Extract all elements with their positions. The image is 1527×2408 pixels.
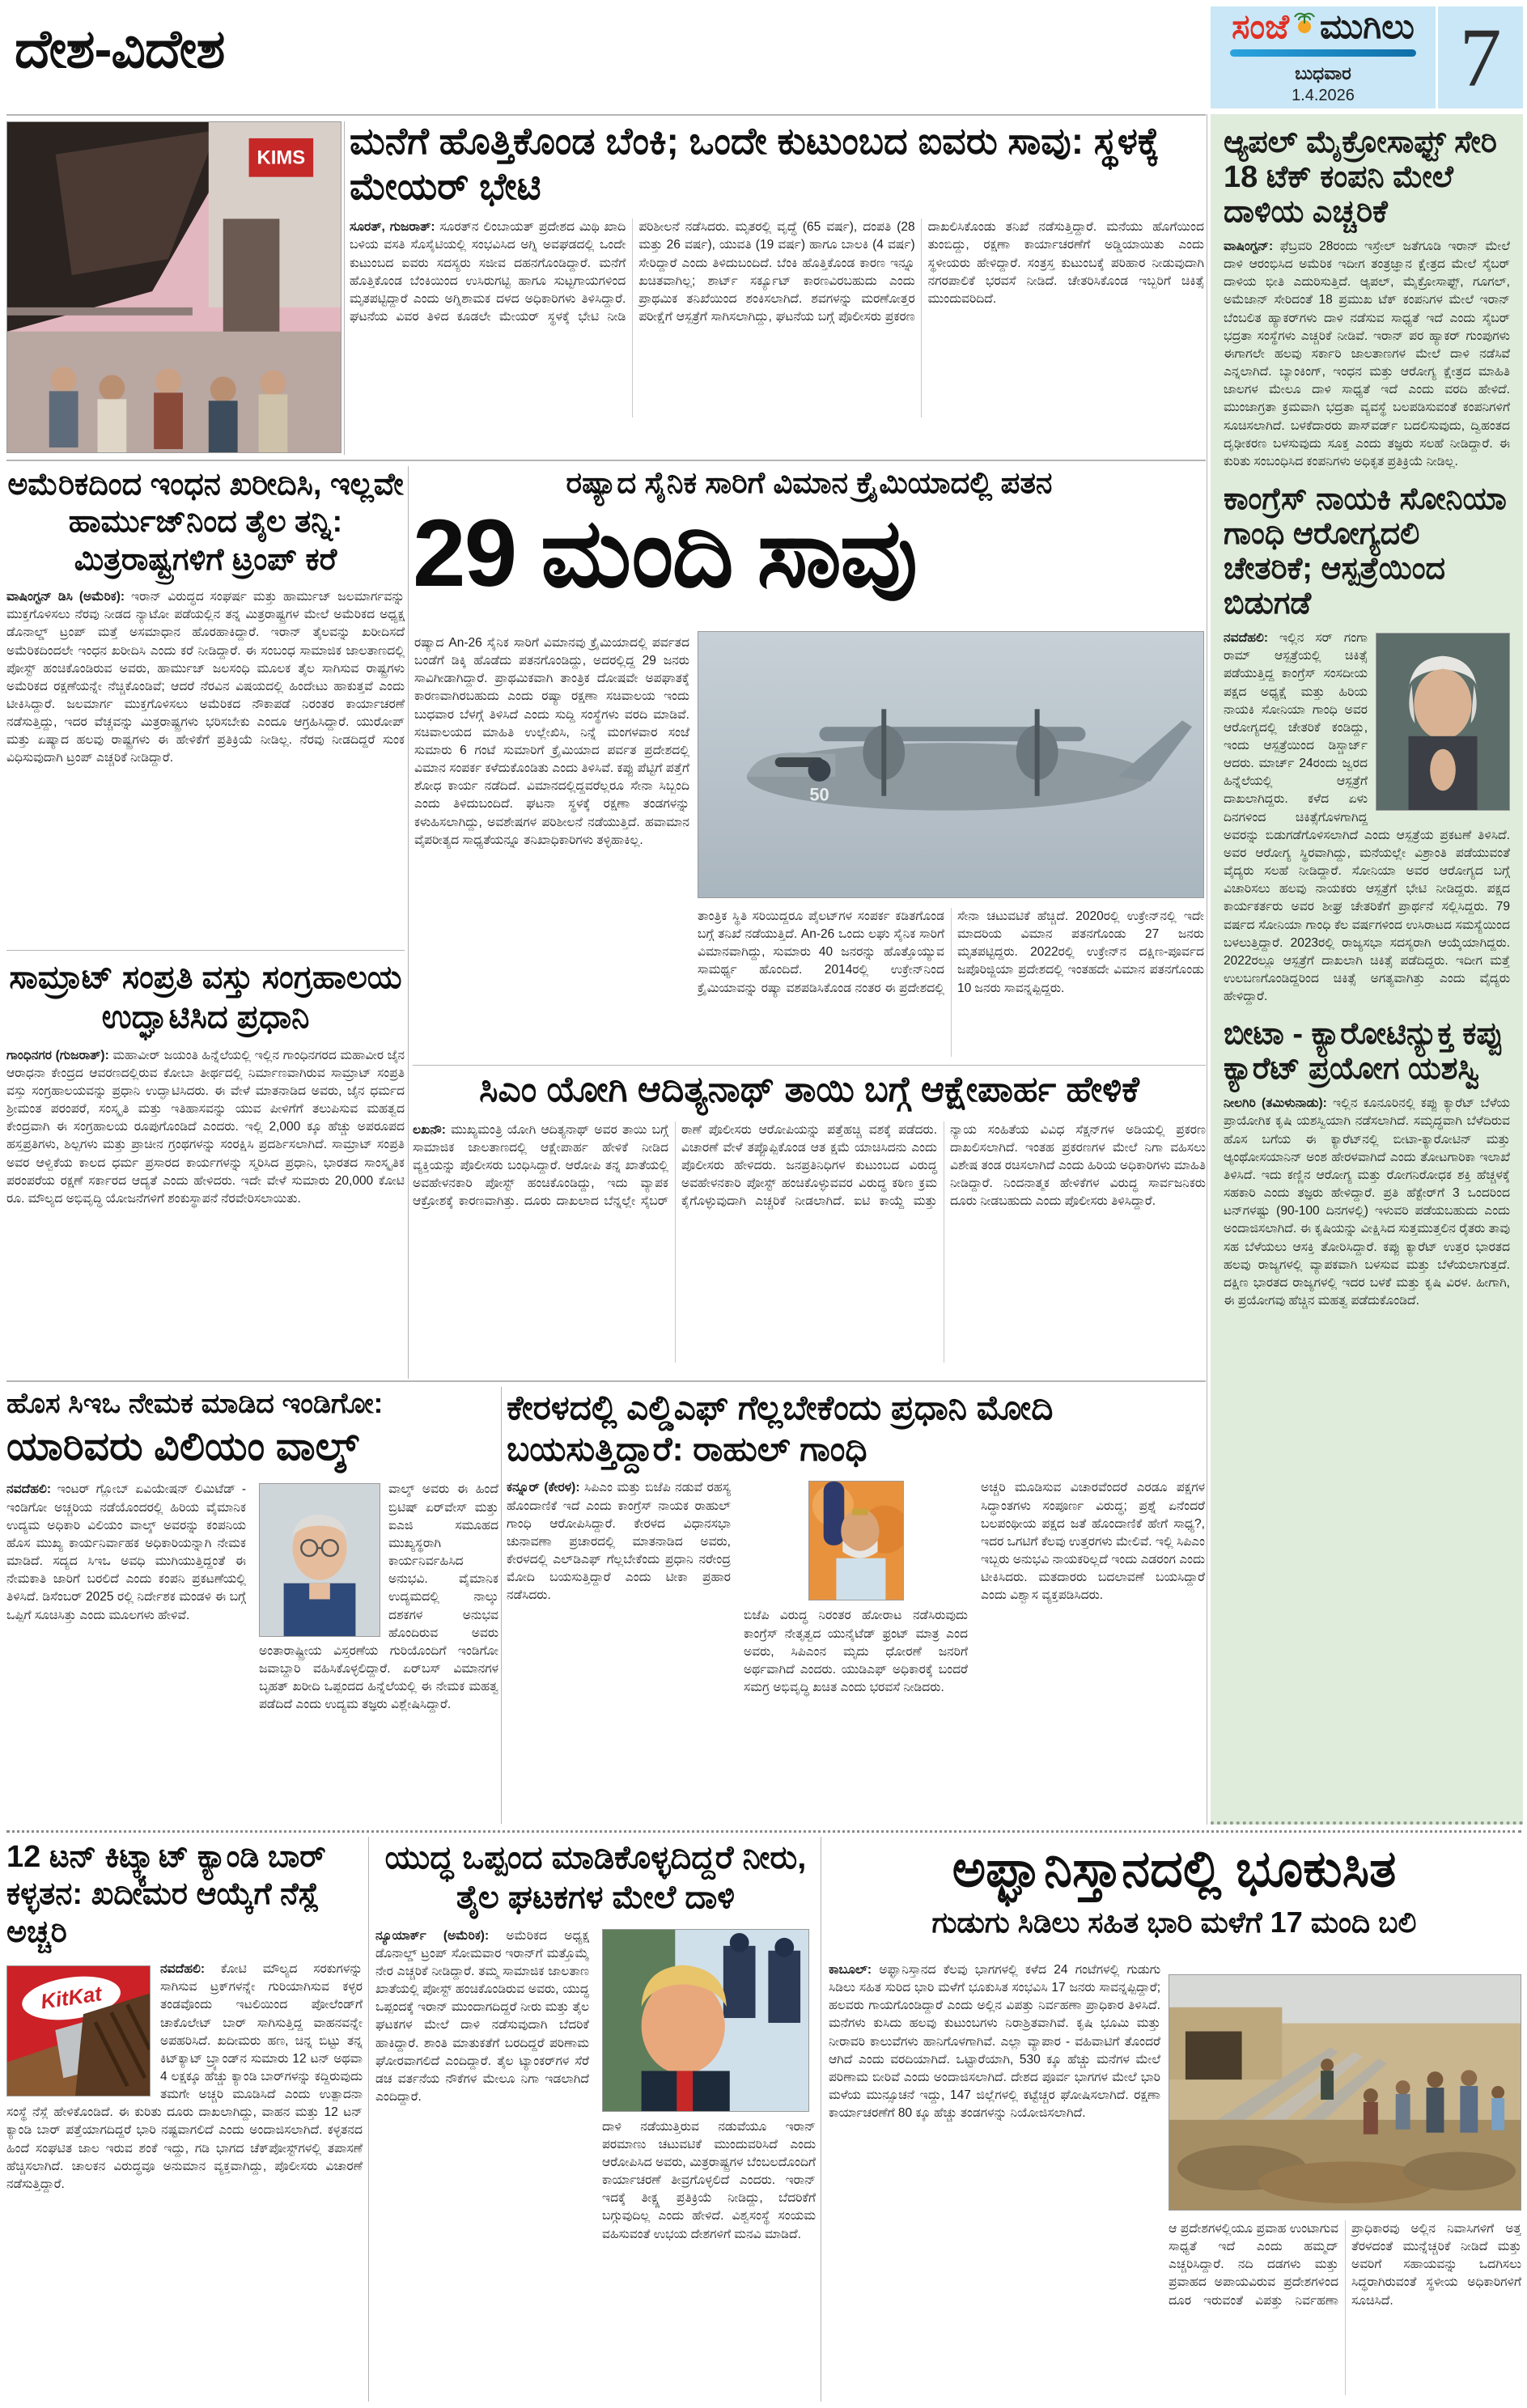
body-text: ಫೆಬ್ರವರಿ 28ರಂದು ಇಸ್ರೇಲ್ ಜತೆಗೂಡಿ ಇರಾನ್ ಮೇಲೆ ದಾಳಿ ಆರಂಭಿಸಿದ ಅಮೆರಿಕ ಇದೀಗ ತಂತ್ರಜ್ಞಾನ ಕ್ಷೇತ್ರದ ಮೇಲೆ ಸೈಬರ್ ದಾಳಿಯ ಭೀತಿ ಎದುರಿಸುತ್ತಿದೆ. ಆ್ಯಪಲ್, ಮೈಕ್ರೋಸಾಫ್ಟ್, ಗೂಗಲ್, ಅಮೆಜಾನ್ ಸೇರಿದಂತೆ 18 ಪ್ರಮುಖ ಟೆಕ್ ಕಂಪನಿಗಳ ಮೇಲೆ ಇರಾನ್ ಬೆಂಬಲಿತ ಹ್ಯಾಕರ್‌ಗಳು ದಾಳಿ ನಡೆಸುವ ಸಾಧ್ಯತೆ ಇದೆ ಎಂದು ಸೈಬರ್ ಭದ್ರತಾ ಸಂಸ್ಥೆಗಳು ಎಚ್ಚರಿಕೆ ನೀಡಿವೆ. ಇರಾನ್ ಪರ ಹ್ಯಾಕರ್ ಗುಂಪುಗಳು ಈಗಾಗಲೇ ಹಲವು ಸರ್ಕಾರಿ ಜಾಲತಾಣಗಳ ಮೇಲೆ ದಾಳಿ ನಡೆಸಿವೆ ಎನ್ನಲಾಗಿದೆ. ಬ್ಯಾಂಕಿಂಗ್, ಇಂಧನ ಮತ್ತು ಆರೋಗ್ಯ ಕ್ಷೇತ್ರದ ಮಾಹಿತಿ ಜಾಲಗಳ ಮೇಲೂ ದಾಳಿ ಸಾಧ್ಯತೆ ಇದೆ ಎಂದು ವರದಿ ಹೇಳಿದೆ. ಮುಂಜಾಗ್ರತಾ ಕ್ರಮವಾಗಿ ಭದ್ರತಾ ವ್ಯವಸ್ಥೆ ಬಲಪಡಿಸುವಂತೆ ಕಂಪನಿಗಳಿಗೆ ಸೂಚಿಸಲಾಗಿದೆ. ಬಳಕೆದಾರರು ಪಾಸ್‌ವರ್ಡ್ ಬದಲಿಸುವುದು, ದ್ವಿಹಂತದ ದೃಢೀಕರಣ ಬಳಸುವುದು ಸೂಕ್ತ ಎಂದು ತಜ್ಞರು ಸಲಹೆ ನೀಡಿದ್ದಾರೆ. ಈ ಕುರಿತು ಸಂಬಂಧಿಸಿದ ಕಂಪನಿಗಳು ಅಧಿಕೃತ ಪ್ರತಿಕ್ರಿಯೆ ನೀಡಿಲ್ಲ. [1224,240,1510,468]
page-title: ದೇಶ-ವಿದೇಶ [15,19,225,78]
fire-house-illustration [7,122,341,452]
story-headline: ಕಾಂಗ್ರೆಸ್ ನಾಯಕಿ ಸೋನಿಯಾ ಗಾಂಧಿ ಆರೋಗ್ಯದಲಿ ಚೇತರಿಕೆ; ಆಸ್ಪತ್ರೆಯಿಂದ ಬಿಡುಗಡೆ [1224,482,1507,621]
column-rule [344,121,345,455]
body-text: ದಾಳಿ ನಡೆಯುತ್ತಿರುವ ನಡುವೆಯೂ ಇರಾನ್ ಪರಮಾಣು ಚಟುವಟಿಕೆ ಮುಂದುವರಿಸಿದೆ ಎಂದು ಆರೋಪಿಸಿದ ಅವರು, ಮಿತ್ರರಾಷ್ಟ್ರಗಳ ಬೆಂಬಲದೊಂದಿಗೆ ಕಾರ್ಯಾಚರಣೆ ತೀವ್ರಗೊಳ್ಳಲಿದೆ ಎಂದರು. ಇರಾನ್ ಇದಕ್ಕೆ ತೀಕ್ಷ್ಣ ಪ್ರತಿಕ್ರಿಯೆ ನೀಡಿದ್ದು, ಬೆದರಿಕೆಗೆ ಬಗ್ಗುವುದಿಲ್ಲ ಎಂದು ಹೇಳಿದೆ. ವಿಶ್ವಸಂಸ್ಥೆ ಸಂಯಮ ವಹಿಸುವಂತೆ ಉಭಯ ದೇಶಗಳಿಗೆ ಮನವಿ ಮಾಡಿದೆ. [602,2119,816,2241]
column-rule [501,1387,502,1824]
modi-portrait-illustration [809,1482,903,1600]
story-headline: ಯುದ್ಧ ಒಪ್ಪಂದ ಮಾಡಿಕೊಳ್ಳದಿದ್ದರೆ ನೀರು, ತೈಲ ಘಟಕಗಳ ಮೇಲೆ ದಾಳಿ [384,1840,807,1915]
story-kicker: ರಷ್ಯಾದ ಸೈನಿಕ ಸಾರಿಗೆ ವಿಮಾನ ಕ್ರೈಮಿಯಾದಲ್ಲಿ ಪತನ [566,466,1053,499]
dateline: ಲಖನೌ: [413,1122,446,1137]
story-black-carrot [1224,1017,1510,1310]
masthead-name [1232,7,1415,45]
story-headline: ಆ್ಯಪಲ್ ಮೈಕ್ರೋಸಾಫ್ಟ್ ಸೇರಿ 18 ಟೆಕ್ ಕಂಪನಿ ಮೇಲೆ ದಾಳಿಯ ಎಚ್ಚರಿಕೆ [1224,125,1497,229]
dateline: ವಾಷಿಂಗ್ಟನ್: [1224,240,1274,253]
story-headline: ಅಫ್ಘಾನಿಸ್ತಾನದಲ್ಲಿ ಭೂಕುಸಿತ [952,1841,1397,1897]
story-sonia-gandhi [1224,482,1510,1006]
story-headline: ಸಾಮ್ರಾಟ್ ಸಂಪ್ರತಿ ವಸ್ತು ಸಂಗ್ರಹಾಲಯ ಉದ್ಘಾಟಿಸಿದ ಪ್ರಧಾನಿ [9,960,402,1035]
page-number: 7 [1459,11,1502,104]
dateline: ಗಾಂಧಿನಗರ (ಗುಜರಾತ್): [6,1048,109,1062]
body-text: ಮುಖ್ಯಮಂತ್ರಿ ಯೋಗಿ ಆದಿತ್ಯನಾಥ್ ಅವರ ತಾಯಿ ಬಗ್ಗೆ ಸಾಮಾಜಿಕ ಜಾಲತಾಣದಲ್ಲಿ ಆಕ್ಷೇಪಾರ್ಹ ಹೇಳಿಕೆ ನೀಡಿದ ವ್ಯಕ್ತಿಯನ್ನು ಪೊಲೀಸರು ಬಂಧಿಸಿದ್ದಾರೆ. ಆರೋಪಿ ತನ್ನ ಖಾತೆಯಲ್ಲಿ ಅವಹೇಳನಕಾರಿ ಪೋಸ್ಟ್ ಹಂಚಿಕೊಂಡಿದ್ದು, ಇದು ವ್ಯಾಪಕ ಆಕ್ರೋಶಕ್ಕೆ ಕಾರಣವಾಗಿತ್ತು. ದೂರು ದಾಖಲಾದ ಬೆನ್ನಲ್ಲೇ ಸೈಬರ್ ಠಾಣೆ ಪೊಲೀಸರು ಆರೋಪಿಯನ್ನು ಪತ್ತೆಹಚ್ಚಿ ವಶಕ್ಕೆ ಪಡೆದರು. ವಿಚಾರಣೆ ವೇಳೆ ತಪ್ಪೊಪ್ಪಿಕೊಂಡ ಆತ ಕ್ಷಮೆ ಯಾಚಿಸಿದನು ಎಂದು ಪೊಲೀಸರು ಹೇಳಿದರು. ಜನಪ್ರತಿನಿಧಿಗಳ ಕುಟುಂಬದ ವಿರುದ್ಧ ಅವಹೇಳನಕಾರಿ ಪೋಸ್ಟ್ ಹಂಚಿಕೊಳ್ಳುವವರ ವಿರುದ್ಧ ಕಠಿಣ ಕ್ರಮ ಕೈಗೊಳ್ಳುವುದಾಗಿ ಎಚ್ಚರಿಕೆ ನೀಡಲಾಗಿದೆ. ಐಟಿ ಕಾಯ್ದೆ ಮತ್ತು ನ್ಯಾಯ ಸಂಹಿತೆಯ ವಿವಿಧ ಸೆಕ್ಷನ್‌ಗಳ ಅಡಿಯಲ್ಲಿ ಪ್ರಕರಣ ದಾಖಲಿಸಲಾಗಿದೆ. ಇಂತಹ ಪ್ರಕರಣಗಳ ಮೇಲೆ ನಿಗಾ ವಹಿಸಲು ವಿಶೇಷ ತಂಡ ರಚಿಸಲಾಗಿದೆ ಎಂದು ಹಿರಿಯ ಅಧಿಕಾರಿಗಳು ಮಾಹಿತಿ ನೀಡಿದ್ದಾರೆ. ನಿಂದನಾತ್ಮಕ ಹೇಳಿಕೆಗಳ ವಿರುದ್ಧ ಸಾರ್ವಜನಿಕರು ದೂರು ನೀಡಬಹುದು ಎಂದು ಪೊಲೀಸರು ತಿಳಿಸಿದ್ದಾರೆ. [413,1122,1206,1209]
story-headline: 12 ಟನ್ ಕಿಟ್ಕ್ಯಾಟ್ ಕ್ಯಾಂಡಿ ಬಾರ್ ಕಳ್ಳತನ: ಖದೀಮರ ಆಯ್ಕೆಗೆ ನೆಸ್ಲೆ ಅಚ್ಚರಿ [6,1840,326,1949]
dateline: ವಾಷಿಂಗ್ಟನ್ ಡಿಸಿ (ಅಮೆರಿಕ): [6,590,125,604]
william-walsh-photo [259,1483,380,1637]
story-body [1224,630,1510,1006]
body-text: ರಷ್ಯಾದ An-26 ಸೈನಿಕ ಸಾರಿಗೆ ವಿಮಾನವು ಕ್ರೈಮಿಯಾದಲ್ಲಿ ಪರ್ವತದ ಬಂಡೆಗೆ ಡಿಕ್ಕಿ ಹೊಡೆದು ಪತನಗೊಂಡಿದ್ದು, ಅದರಲ್ಲಿದ್ದ 29 ಜನರು ಸಾವಿಗೀಡಾಗಿದ್ದಾರೆ. ಪ್ರಾಥಮಿಕವಾಗಿ ತಾಂತ್ರಿಕ ದೋಷವೇ ಅಪಘಾತಕ್ಕೆ ಕಾರಣವಾಗಿರಬಹುದು ಎಂದು ರಷ್ಯಾ ರಕ್ಷಣಾ ಸಚಿವಾಲಯ ಇಂದು ಬುಧವಾರ ಬೆಳಗ್ಗೆ ತಿಳಿಸಿದೆ ಎಂದು ಸುದ್ದಿ ಸಂಸ್ಥೆಗಳು ವರದಿ ಮಾಡಿವೆ. ಸಚಿವಾಲಯದ ಮಾಹಿತಿ ಉಲ್ಲೇಖಿಸಿ, ನಿನ್ನೆ ಮಂಗಳವಾರ ಸಂಜೆ ಸುಮಾರು 6 ಗಂಟೆ ಸುಮಾರಿಗೆ ಕ್ರೈಮಿಯಾದ ಪರ್ವತ ಪ್ರದೇಶದಲ್ಲಿ ವಿಮಾನ ಸಂಪರ್ಕ ಕಳೆದುಕೊಂಡಿತು ಎಂದು ತಿಳಿಸಿವೆ. ಕಪ್ಪು ಪೆಟ್ಟಿಗೆ ಪತ್ತೆಗೆ ಶೋಧ ಕಾರ್ಯ ನಡೆದಿದೆ. ವಿಮಾನದಲ್ಲಿದ್ದವರೆಲ್ಲರೂ ಸೇನಾ ಸಿಬ್ಬಂದಿ ಎಂದು ತಿಳಿದುಬಂದಿದೆ. ಘಟನಾ ಸ್ಥಳಕ್ಕೆ ರಕ್ಷಣಾ ತಂಡಗಳನ್ನು ಕಳುಹಿಸಲಾಗಿದ್ದು, ಅವಶೇಷಗಳ ಪರಿಶೀಲನೆ ನಡೆಯುತ್ತಿದೆ. ಹವಾಮಾನ ವೈಪರೀತ್ಯದ ಸಾಧ್ಯತೆಯನ್ನೂ ತನಿಖಾಧಿಕಾರಿಗಳು ತಳ್ಳಿಹಾಕಿಲ್ಲ. [414,636,689,847]
story-body-continued [602,1927,816,2364]
story-body [350,218,1204,418]
story-headline: ಬೀಟಾ - ಕ್ಯಾರೋಟಿನ್ಯುಕ್ತ ಕಪ್ಪು ಕ್ಯಾರೆಟ್ ಪ್ರಯೋಗ ಯಶಸ್ವಿ [1224,1017,1504,1087]
body-text: ವಾಲ್ಶ್ ಅವರು ಈ ಹಿಂದೆ ಬ್ರಿಟಿಷ್ ಏರ್‌ವೇಸ್ ಮತ್ತು ಐಎಜಿ ಸಮೂಹದ ಮುಖ್ಯಸ್ಥರಾಗಿ ಕಾರ್ಯನಿರ್ವಹಿಸಿದ ಅನುಭವಿ. ವೈಮಾನಿಕ ಉದ್ಯಮದಲ್ಲಿ ನಾಲ್ಕು ದಶಕಗಳ ಅನುಭವ ಹೊಂದಿರುವ ಅವರು ಅಂತಾರಾಷ್ಟ್ರೀಯ ವಿಸ್ತರಣೆಯ ಗುರಿಯೊಂದಿಗೆ ಇಂಡಿಗೋ ಜವಾಬ್ದಾರಿ ವಹಿಸಿಕೊಳ್ಳಲಿದ್ದಾರೆ. ಏರ್‌ಬಸ್ ವಿಮಾನಗಳ ಬೃಹತ್ ಖರೀದಿ ಒಪ್ಪಂದದ ಹಿನ್ನೆಲೆಯಲ್ಲಿ ಈ ನೇಮಕ ಮಹತ್ವ ಪಡೆದಿದೆ ಎಂದು ಉದ್ಯಮ ತಜ್ಞರು ವಿಶ್ಲೇಷಿಸಿದ್ದಾರೆ. [259,1482,498,1712]
dateline: ಕಾಬೂಲ್: [829,1963,872,1977]
body-text: ತಾಂತ್ರಿಕ ಸ್ಥಿತಿ ಸರಿಯಿದ್ದರೂ ಪೈಲಟ್‌ಗಳ ಸಂಪರ್ಕ ಕಡಿತಗೊಂಡ ಬಗ್ಗೆ ತನಿಖೆ ನಡೆಯುತ್ತಿದೆ. An-26 ಒಂದು ಲಘು ಸೈನಿಕ ಸಾರಿಗೆ ವಿಮಾನವಾಗಿದ್ದು, ಸುಮಾರು 40 ಜನರನ್ನು ಹೊತ್ತೊಯ್ಯುವ ಸಾಮರ್ಥ್ಯ ಹೊಂದಿದೆ. 2014ರಲ್ಲಿ ಉಕ್ರೇನ್‌ನಿಂದ ಕ್ರೈಮಿಯಾವನ್ನು ರಷ್ಯಾ ವಶಪಡಿಸಿಕೊಂಡ ನಂತರ ಈ ಪ್ರದೇಶದಲ್ಲಿ ಸೇನಾ ಚಟುವಟಿಕೆ ಹೆಚ್ಚಿದೆ. 2020ರಲ್ಲಿ ಉಕ್ರೇನ್‌ನಲ್ಲಿ ಇದೇ ಮಾದರಿಯ ವಿಮಾನ ಪತನಗೊಂಡು 27 ಜನರು ಮೃತಪಟ್ಟಿದ್ದರು. 2022ರಲ್ಲಿ ಉಕ್ರೇನ್‌ನ ದಕ್ಷಿಣ-ಪೂರ್ವದ ಜಪೊರಿಜ್ಜಿಯಾ ಪ್ರದೇಶದಲ್ಲಿ ಇಂತಹದೇ ವಿಮಾನ ಪತನಗೊಂಡು 10 ಜನರು ಸಾವನ್ನಪ್ಪಿದ್ದರು. [698,909,1204,995]
story-body [6,588,405,889]
story-main-headline: 29 ಮಂದಿ ಸಾವು [413,500,917,607]
fire-house-photo [6,121,341,453]
dateline: ನವದೆಹಲಿ: [160,1962,205,1977]
story-kerala-rahul [507,1387,1206,1824]
svg-text:KIMS: KIMS [257,146,306,169]
story-body-continued [698,908,1204,1057]
story-headline-main: ಯಾರಿವರು ವಿಲಿಯಂ ವಾಲ್ಶ್ [6,1424,358,1469]
story-war-deal [375,1838,816,2402]
an26-plane-photo [698,631,1204,898]
divider [6,1380,1206,1382]
dateline: ನವದೆಹಲಿ: [1224,631,1268,646]
sun-palm-icon [1292,10,1317,44]
body-text: ಇಂಟರ್ ಗ್ಲೋಬ್ ಏವಿಯೇಷನ್ ಲಿಮಿಟೆಡ್ - ಇಂಡಿಗೋ ಅಚ್ಚರಿಯ ನಡೆಯೊಂದರಲ್ಲಿ ಹಿರಿಯ ವೈಮಾನಿಕ ಉದ್ಯಮ ಅಧಿಕಾರಿ ವಿಲಿಯಂ ವಾಲ್ಶ್ ಅವರನ್ನು ಕಂಪನಿಯ ಹೊಸ ಮುಖ್ಯ ಕಾರ್ಯನಿರ್ವಾಹಕ ಅಧಿಕಾರಿಯನ್ನಾಗಿ ನೇಮಕ ಮಾಡಿದೆ. ಸದ್ಯದ ಸಿಇಒ ಅವಧಿ ಮುಗಿಯುತ್ತಿದ್ದಂತೆ ಈ ನೇಮಕಾತಿ ಜಾರಿಗೆ ಬರಲಿದೆ ಎಂದು ಕಂಪನಿ ಪ್ರಕಟಣೆಯಲ್ಲಿ ತಿಳಿಸಿದೆ. ಡಿಸೆಂಬರ್ 2025 ರಲ್ಲಿ ನಿರ್ದೇಶಕ ಮಂಡಳಿ ಈ ಬಗ್ಗೆ ಒಪ್ಪಿಗೆ ಸೂಚಿಸಿತ್ತು ಎಂದು ಮೂಲಗಳು ಹೇಳಿವೆ. [6,1482,246,1622]
story-body-continued [259,1481,498,1778]
dateline: ನವದೆಹಲಿ: [6,1482,51,1497]
body-text: ಕೋಟಿ ಮೌಲ್ಯದ ಸರಕುಗಳನ್ನು ಸಾಗಿಸುವ ಟ್ರಕ್‌ಗಳನ್ನೇ ಗುರಿಯಾಗಿಸುವ ಕಳ್ಳರ ತಂಡವೊಂದು ಇಟಲಿಯಿಂದ ಪೋಲೆಂಡ್‌ಗೆ ಚಾಕೊಲೇಟ್ ಬಾರ್ ಸಾಗಿಸುತ್ತಿದ್ದ ವಾಹನವನ್ನೇ ಅಪಹರಿಸಿದೆ. ಖದೀಮರು ಹಣ, ಚಿನ್ನ ಬಿಟ್ಟು ತನ್ನ ಕಿಟ್‌ಕ್ಯಾಟ್ ಬ್ರ್ಯಾಂಡ್‌ನ ಸುಮಾರು 12 ಟನ್ ಅಥವಾ 4 ಲಕ್ಷಕ್ಕೂ ಹೆಚ್ಚು ಕ್ಯಾಂಡಿ ಬಾರ್‌ಗಳನ್ನು ಕದ್ದಿರುವುದು ತಮಗೇ ಅಚ್ಚರಿ ಮೂಡಿಸಿದೆ ಎಂದು ಉತ್ಪಾದನಾ ಸಂಸ್ಥೆ ನೆಸ್ಲೆ ಹೇಳಿಕೊಂಡಿದೆ. ಈ ಕುರಿತು ದೂರು ದಾಖಲಾಗಿದ್ದು, ವಾಹನ ಮತ್ತು 12 ಟನ್ ಕ್ಯಾಂಡಿ ಬಾರ್ ಪತ್ತೆಯಾಗದಿದ್ದರೆ ಭಾರಿ ನಷ್ಟವಾಗಲಿದೆ ಎಂದು ಅಂದಾಜಿಸಲಾಗಿದೆ. ಕಳ್ಳತನದ ಹಿಂದೆ ಸಂಘಟಿತ ಜಾಲ ಇರುವ ಶಂಕೆ ಇದ್ದು, ಗಡಿ ಭಾಗದ ಚೆಕ್‌ಪೋಸ್ಟ್‌ಗಳಲ್ಲಿ ತಪಾಸಣೆ ಹೆಚ್ಚಿಸಲಾಗಿದೆ. ಚಾಲಕನ ವಿರುದ್ಧವೂ ಅನುಮಾನ ವ್ಯಕ್ತವಾಗಿದ್ದು, ಪೊಲೀಸರು ವಿಚಾರಣೆ ನಡೆಸುತ್ತಿದ್ದಾರೆ. [6,1962,363,2191]
dotted-divider [6,1830,1521,1833]
story-body [1224,238,1510,471]
story-columns [375,1927,816,2364]
story-body [414,634,689,1057]
body-text: ಅಮೆರಿಕದ ಅಧ್ಯಕ್ಷ ಡೊನಾಲ್ಡ್ ಟ್ರಂಪ್ ಸೋಮವಾರ ಇರಾನ್‌ಗೆ ಮತ್ತೊಮ್ಮೆ ನೇರ ಎಚ್ಚರಿಕೆ ನೀಡಿದ್ದಾರೆ. ತಮ್ಮ ಸಾಮಾಜಿಕ ಜಾಲತಾಣ ಖಾತೆಯಲ್ಲಿ ಪೋಸ್ಟ್ ಹಂಚಿಕೊಂಡಿರುವ ಅವರು, ಯುದ್ಧ ಒಪ್ಪಂದಕ್ಕೆ ಇರಾನ್ ಮುಂದಾಗದಿದ್ದರೆ ನೀರು ಮತ್ತು ತೈಲ ಘಟಕಗಳ ಮೇಲೆ ದಾಳಿ ನಡೆಸುವುದಾಗಿ ಬೆದರಿಕೆ ಹಾಕಿದ್ದಾರೆ. ಶಾಂತಿ ಮಾತುಕತೆಗೆ ಬರದಿದ್ದರೆ ಪರಿಣಾಮ ಘೋರವಾಗಲಿದೆ ಎಂದಿದ್ದಾರೆ. ತೈಲ ಟ್ಯಾಂಕರ್‌ಗಳ ಸೆರೆ ಡಚ ವರ್ತನೆಯ ನೌಕೆಗಳ ಮೇಲೂ ನಿಗಾ ಇಡಲಾಗಿದೆ ಎಂದಿದ್ದಾರೆ. [375,1928,589,2104]
story-headline: ಕೇರಳದಲ್ಲಿ ಎಲ್ಡಿಎಫ್ ಗೆಲ್ಲಬೇಕೆಂದು ಪ್ರಧಾನಿ ಮೋದಿ ಬಯಸುತ್ತಿದ್ದಾರೆ: ರಾಹುಲ್ ಗಾಂಧಿ [507,1388,1054,1469]
story-apple-warning [1224,125,1510,471]
divider [6,950,405,951]
kitkat-illustration [7,1966,150,2096]
masthead-name-red: ಸಂಜೆ [1232,7,1289,45]
landslide-illustration [1169,1975,1521,2210]
story-body [6,1481,246,1778]
body-text: ಇಲ್ಲಿನ ಸರ್ ಗಂಗಾ ರಾಮ್ ಆಸ್ಪತ್ರೆಯಲ್ಲಿ ಚಿಕಿತ್ಸೆ ಪಡೆಯುತ್ತಿದ್ದ ಕಾಂಗ್ರೆಸ್ ಸಂಸದೀಯ ಪಕ್ಷದ ಅಧ್ಯಕ್ಷೆ ಮತ್ತು ಹಿರಿಯ ನಾಯಕಿ ಸೋನಿಯಾ ಗಾಂಧಿ ಅವರ ಆರೋಗ್ಯದಲ್ಲಿ ಚೇತರಿಕೆ ಕಂಡಿದ್ದು, ಇಂದು ಆಸ್ಪತ್ರೆಯಿಂದ ಡಿಸ್ಚಾರ್ಜ್ ಆದರು. ಮಾರ್ಚ್ 24ರಂದು ಜ್ವರದ ಹಿನ್ನೆಲೆಯಲ್ಲಿ ಆಸ್ಪತ್ರೆಗೆ ದಾಖಲಾಗಿದ್ದರು. ಕಳೆದ ಏಳು ದಿನಗಳಿಂದ ಚಿಕಿತ್ಸೆಗೊಳಗಾಗಿದ್ದ ಅವರನ್ನು ಬಿಡುಗಡೆಗೊಳಿಸಲಾಗಿದೆ ಎಂದು ಆಸ್ಪತ್ರೆಯ ಪ್ರಕಟಣೆ ತಿಳಿಸಿದೆ. ಅವರ ಆರೋಗ್ಯ ಸ್ಥಿರವಾಗಿದ್ದು, ಮನೆಯಲ್ಲೇ ವಿಶ್ರಾಂತಿ ಪಡೆಯುವಂತೆ ವೈದ್ಯರು ಸಲಹೆ ನೀಡಿದ್ದಾರೆ. ಸೋನಿಯಾ ಅವರ ಆರೋಗ್ಯದ ಬಗ್ಗೆ ವಿಚಾರಿಸಲು ಹಲವು ನಾಯಕರು ಆಸ್ಪತ್ರೆಗೆ ಭೇಟಿ ನೀಡಿದ್ದರು. ಪಕ್ಷದ ಕಾರ್ಯಕರ್ತರು ಅವರ ಶೀಘ್ರ ಚೇತರಿಕೆಗೆ ಪ್ರಾರ್ಥನೆ ಸಲ್ಲಿಸಿದ್ದರು. 79 ವರ್ಷದ ಸೋನಿಯಾ ಗಾಂಧಿ ಕೆಲ ವರ್ಷಗಳಿಂದ ಉಸಿರಾಟದ ಸಮಸ್ಯೆಯಿಂದ ಬಳಲುತ್ತಿದ್ದಾರೆ. 2023ರಲ್ಲಿ ರಾಜ್ಯಸಭಾ ಸದಸ್ಯರಾಗಿ ಆಯ್ಕೆಯಾಗಿದ್ದರು. 2022ರಲ್ಲೂ ಆಸ್ಪತ್ರೆಗೆ ದಾಖಲಾಗಿ ಚಿಕಿತ್ಸೆ ಪಡೆದಿದ್ದರು. ಇದೀಗ ಮತ್ತೆ ಉಲಬಣಗೊಂಡಿದ್ದರಿಂದ ಚಿಕಿತ್ಸೆ ಅಗತ್ಯವಾಗಿತ್ತು ಎಂದು ವೈದ್ಯರು ಹೇಳಿದ್ದಾರೆ. [1224,631,1510,1004]
divider [6,460,1206,461]
story-subhead: ಗುಡುಗು ಸಿಡಿಲು ಸಹಿತ ಭಾರಿ ಮಳೆಗೆ 17 ಮಂದಿ ಬಲಿ [931,1905,1417,1939]
story-museum [6,958,405,1376]
body-text: ಇಲ್ಲಿನ ಕೂನೂರಿನಲ್ಲಿ ಕಪ್ಪು ಕ್ಯಾರೆಟ್ ಬೆಳೆಯ ಪ್ರಾಯೋಗಿಕ ಕೃಷಿ ಯಶಸ್ವಿಯಾಗಿ ನಡೆಸಲಾಗಿದೆ. ಸಮೃದ್ಧವಾಗಿ ಬೆಳೆದಿರುವ ಹೊಸ ಬಗೆಯ ಈ ಕ್ಯಾರೆಟ್‌ನಲ್ಲಿ ಬೀಟಾ-ಕ್ಯಾರೋಟಿನ್ ಮತ್ತು ಆ್ಯಂಥೋಸಯಾನಿನ್ ಅಂಶ ಹೇರಳವಾಗಿದೆ ಎಂದು ತೋಟಗಾರಿಕಾ ಇಲಾಖೆ ತಿಳಿಸಿದೆ. ಇದು ಕಣ್ಣಿನ ಆರೋಗ್ಯ ಮತ್ತು ರೋಗನಿರೋಧಕ ಶಕ್ತಿ ಹೆಚ್ಚಳಕ್ಕೆ ಸಹಕಾರಿ ಎಂದು ತಜ್ಞರು ಹೇಳಿದ್ದಾರೆ. ಪ್ರತಿ ಹೆಕ್ಟೇರ್‌ಗೆ 3 ಒಂದರಿಂದ ಟನ್‌ಗಳಷ್ಟು (90-100 ದಿನಗಳಲ್ಲಿ) ಇಳುವರಿ ಪಡೆಯಬಹುದು ಎಂದು ಅಂದಾಜಿಸಲಾಗಿದೆ. ಈ ಕೃಷಿಯನ್ನು ವೀಕ್ಷಿಸಿದ ಸುತ್ತಮುತ್ತಲಿನ ರೈತರು ತಾವು ಸಹ ಬೆಳೆಯಲು ಆಸಕ್ತಿ ತೋರಿಸಿದ್ದಾರೆ. ಕಪ್ಪು ಕ್ಯಾರೆಟ್ ಉತ್ತರ ಭಾರತದ ಹಲವು ರಾಜ್ಯಗಳಲ್ಲಿ ವ್ಯಾಪಕವಾಗಿ ಬಳಸುವ ಮತ್ತು ಬೆಳೆಯಲಾಗುತ್ತದೆ. ದಕ್ಷಿಣ ಭಾರತದ ರಾಜ್ಯಗಳಲ್ಲಿ ಇದರ ಬಳಕೆ ಮತ್ತು ಕೃಷಿ ವಿರಳ. ಹೀಗಾಗಿ, ಈ ಪ್ರಯೋಗವು ಹೆಚ್ಚಿನ ಮಹತ್ವ ಪಡೆದುಕೊಂಡಿದೆ. [1224,1096,1510,1308]
body-text: ಸೂರತ್‌ನ ಲಿಂಬಾಯತ್ ಪ್ರದೇಶದ ಮಿಥಿ ಖಾದಿ ಬಳಿಯ ವಸತಿ ಸೊಸೈಟಿಯಲ್ಲಿ ಸಂಭವಿಸಿದ ಅಗ್ನಿ ಅವಘಡದಲ್ಲಿ ಒಂದೇ ಕುಟುಂಬದ ಐವರು ಸದಸ್ಯರು ಸಜೀವ ದಹನಗೊಂಡಿದ್ದಾರೆ. ಮನೆಗೆ ಹೊತ್ತಿಕೊಂಡ ಬೆಂಕಿಯಿಂದ ಉಸಿರುಗಟ್ಟಿ ಹಾಗೂ ಸುಟ್ಟಗಾಯಗಳಿಂದ ಮೃತಪಟ್ಟಿದ್ದಾರೆ ಎಂದು ಅಗ್ನಿಶಾಮಕ ದಳದ ಅಧಿಕಾರಿಗಳು ತಿಳಿಸಿದ್ದಾರೆ. ಘಟನೆಯ ವಿವರ ತಿಳಿದ ಕೂಡಲೇ ಮೇಯರ್ ಸ್ಥಳಕ್ಕೆ ಭೇಟಿ ನೀಡಿ ಪರಿಶೀಲನೆ ನಡೆಸಿದರು. ಮೃತರಲ್ಲಿ ವೃದ್ಧೆ (65 ವರ್ಷ), ದಂಪತಿ (28 ಮತ್ತು 26 ವರ್ಷ), ಯುವತಿ (19 ವರ್ಷ) ಹಾಗೂ ಬಾಲಕಿ (4 ವರ್ಷ) ಸೇರಿದ್ದಾರೆ ಎಂದು ತಿಳಿದುಬಂದಿದೆ. ಬೆಂಕಿ ಹೊತ್ತಿಕೊಂಡ ಕಾರಣ ಇನ್ನೂ ಖಚಿತವಾಗಿಲ್ಲ; ಶಾರ್ಟ್ ಸರ್ಕ್ಯೂಟ್ ಕಾರಣವಿರಬಹುದು ಎಂದು ಪ್ರಾಥಮಿಕ ತನಿಖೆಯಿಂದ ಶಂಕಿಸಲಾಗಿದೆ. ಶವಗಳನ್ನು ಮರಣೋತ್ತರ ಪರೀಕ್ಷೆಗೆ ಆಸ್ಪತ್ರೆಗೆ ಸಾಗಿಸಲಾಗಿದ್ದು, ಘಟನೆಯ ಬಗ್ಗೆ ಪೊಲೀಸರು ಪ್ರಕರಣ ದಾಖಲಿಸಿಕೊಂಡು ತನಿಖೆ ನಡೆಸುತ್ತಿದ್ದಾರೆ. ಮನೆಯು ಹೊಗೆಯಿಂದ ತುಂಬಿದ್ದು, ರಕ್ಷಣಾ ಕಾರ್ಯಾಚರಣೆಗೆ ಅಡ್ಡಿಯಾಯಿತು ಎಂದು ಸ್ಥಳೀಯರು ಹೇಳಿದ್ದಾರೆ. ಸಂತ್ರಸ್ತ ಕುಟುಂಬಕ್ಕೆ ಪರಿಹಾರ ನೀಡುವುದಾಗಿ ನಗರಪಾಲಿಕೆ ಭರವಸೆ ನೀಡಿದೆ. ಚೇತರಿಸಿಕೊಂಡ ಇಬ್ಬರಿಗೆ ಚಿಕಿತ್ಸೆ ಮುಂದುವರಿದಿದೆ. [350,220,1204,324]
story-body-continued [1169,2220,1521,2395]
kitkat-bar-photo [6,1965,151,2096]
story-trump-fuel [6,466,405,945]
story-headline-top: ಹೊಸ ಸಿಇಒ ನೇಮಕ ಮಾಡಿದ ಇಂಡಿಗೋ: [6,1388,384,1419]
story-body [507,1479,731,1793]
body-text: ಇರಾನ್ ವಿರುದ್ಧದ ಸಂಘರ್ಷ ಮತ್ತು ಹಾರ್ಮುಜ್ ಜಲಮಾರ್ಗವನ್ನು ಮುಕ್ತಗೊಳಿಸಲು ನೆರವು ನೀಡದ ನ್ಯಾಟೋ ಪಡೆಯಲ್ಲಿನ ತನ್ನ ಮಿತ್ರರಾಷ್ಟ್ರಗಳ ಮೇಲೆ ಅಮೆರಿಕದ ಅಧ್ಯಕ್ಷ ಡೊನಾಲ್ಡ್ ಟ್ರಂಪ್ ಮತ್ತೆ ಅಸಮಾಧಾನ ಹೊರಹಾಕಿದ್ದಾರೆ. ಇರಾನ್ ತೈಲವನ್ನು ಖರೀದಿಸದೆ ಅಮೆರಿಕದಿಂದಲೇ ಇಂಧನ ಖರೀದಿಸಿ ಎಂದು ಕರೆ ನೀಡಿದ್ದಾರೆ. ಈ ಸಂಬಂಧ ಸಾಮಾಜಿಕ ಜಾಲತಾಣದಲ್ಲಿ ಪೋಸ್ಟ್ ಹಂಚಿಕೊಂಡಿರುವ ಅವರು, ಹಾರ್ಮುಜ್ ಜಲಸಂಧಿ ಮೂಲಕ ತೈಲ ಸಾಗಿಸುವ ರಾಷ್ಟ್ರಗಳು ಅಮೆರಿಕದ ರಕ್ಷಣೆಯನ್ನೇ ನೆಚ್ಚಿಕೊಂಡಿವೆ; ಆದರೆ ನೆರವಿನ ವಿಷಯದಲ್ಲಿ ಹಿಂದೇಟು ಹಾಕುತ್ತವೆ ಎಂದು ಟೀಕಿಸಿದ್ದಾರೆ. ಜಲಮಾರ್ಗ ಮುಕ್ತಗೊಳಿಸಲು ಅಮೆರಿಕದ ನೌಕಾಪಡೆ ನಿರಂತರ ಕಾರ್ಯಾಚರಣೆ ನಡೆಸುತ್ತಿದ್ದು, ಇದರ ವೆಚ್ಚವನ್ನು ಮಿತ್ರರಾಷ್ಟ್ರಗಳು ಭರಿಸಬೇಕು ಎಂದೂ ಆಗ್ರಹಿಸಿದ್ದಾರೆ. ಯುರೋಪ್ ಮತ್ತು ಏಷ್ಯಾದ ಹಲವು ರಾಷ್ಟ್ರಗಳು ಈ ಹೇಳಿಕೆಗೆ ಪ್ರತಿಕ್ರಿಯೆ ನೀಡಿಲ್ಲ. ನೆರವು ನೀಡದಿದ್ದರೆ ಸುಂಕ ವಿಧಿಸುವುದಾಗಿ ಟ್ರಂಪ್ ಎಚ್ಚರಿಕೆ ನೀಡಿದ್ದಾರೆ. [6,590,405,765]
story-headline: ಸಿಎಂ ಯೋಗಿ ಆದಿತ್ಯನಾಥ್ ತಾಯಿ ಬಗ್ಗೆ ಆಕ್ಷೇಪಾರ್ಹ ಹೇಳಿಕೆ [479,1070,1139,1109]
walsh-portrait-illustration [260,1484,380,1636]
plane-tail-number: 50 [809,784,829,805]
divider [6,114,1206,116]
story-columns [507,1479,1206,1793]
masthead-left [1211,6,1438,108]
story-body [375,1927,589,2364]
story-indigo-ceo [6,1387,498,1824]
story-columns [6,1481,498,1778]
modi-photo [808,1481,904,1600]
masthead-swoosh [1230,49,1416,57]
body-text: ಅಚ್ಚರಿ ಮೂಡಿಸುವ ವಿಚಾರವೆಂದರೆ ಎರಡೂ ಪಕ್ಷಗಳ ಸಿದ್ಧಾಂತಗಳು ಸಂಪೂರ್ಣ ವಿರುದ್ಧ; ಪ್ರಶ್ನೆ ಏನೆಂದರೆ ಬಲಪಂಥೀಯ ಪಕ್ಷದ ಜತೆ ಹೊಂದಾಣಿಕೆ ಹೇಗೆ ಸಾಧ್ಯ?, ಇದರ ಒಗಟಿಗೆ ಕೆಲವು ಉತ್ತರಗಳು ಮೇಲಿವೆ. ಇಲ್ಲಿ ಸಿಪಿಎಂ ಇಬ್ಬರು ಅನುಭವಿ ನಾಯಕರಿಲ್ಲದೆ ಇಂದು ಎಡರಂಗ ಎಂದು ಟೀಕಿಸಿದರು. ಮತದಾರರು ಬದಲಾವಣೆ ಬಯಸಿದ್ದಾರೆ ಎಂದು ವಿಶ್ವಾಸ ವ್ಯಕ್ತಪಡಿಸಿದರು. [981,1481,1205,1603]
story-kitkat-theft [6,1838,363,2402]
story-headline: ಅಮೆರಿಕದಿಂದ ಇಂಧನ ಖರೀದಿಸಿ, ಇಲ್ಲವೇ ಹಾರ್ಮುಜ್‌ನಿಂದ ತೈಲ ತನ್ನಿ: ಮಿತ್ರರಾಷ್ಟ್ರಗಳಿಗೆ ಟ್ರಂಪ್ ಕರೆ [7,468,404,577]
sonia-gandhi-photo [1376,633,1510,811]
story-afghan-landslide [827,1838,1521,2402]
story-headline: ಮನೆಗೆ ಹೊತ್ತಿಕೊಂಡ ಬೆಂಕಿ; ಒಂದೇ ಕುಟುಂಬದ ಐವರು ಸಾವು: ಸ್ಥಳಕ್ಕೆ ಮೇಯರ್ ಭೇಟಿ [350,120,1160,208]
column-rule [368,1837,369,2402]
story-body-continued [981,1479,1205,1793]
story-body [1224,1095,1510,1310]
story-body [6,1047,405,1348]
dateline: ಕನ್ನೂರ್ (ಕೇರಳ): [507,1481,580,1495]
story-body [413,1121,1206,1363]
story-body [829,1961,1160,2395]
dateline: ಸೂರತ್, ಗುಜರಾತ್: [350,220,435,235]
masthead-date: 1.4.2026 [1292,87,1355,104]
body-text: ಬಿಜೆಪಿ ವಿರುದ್ಧ ನಿರಂತರ ಹೋರಾಟ ನಡೆಸಿರುವುದು ಕಾಂಗ್ರೆಸ್ ನೇತೃತ್ವದ ಯುನೈಟೆಡ್ ಫ್ರಂಟ್ ಮಾತ್ರ ಎಂದ ಅವರು, ಸಿಪಿಎಂನ ಮೃದು ಧೋರಣೆ ಜನರಿಗೆ ಅರ್ಥವಾಗಿದೆ ಎಂದರು. ಯುಡಿಎಫ್ ಅಧಿಕಾರಕ್ಕೆ ಬಂದರೆ ಸಮಗ್ರ ಅಭಿವೃದ್ಧಿ ಖಚಿತ ಎಂದು ಭರವಸೆ ನೀಡಿದರು. [744,1609,968,1695]
divider [413,1065,1206,1066]
story-body [6,1961,363,2363]
masthead-name-black: ಮುಗಿಲು [1319,7,1415,45]
body-text: ಅಫ್ಘಾನಿಸ್ತಾನದ ಕೆಲವು ಭಾಗಗಳಲ್ಲಿ ಕಳೆದ 24 ಗಂಟೆಗಳಲ್ಲಿ ಗುಡುಗು ಸಿಡಿಲು ಸಹಿತ ಸುರಿದ ಭಾರಿ ಮಳೆಗೆ ಭೂಕುಸಿತ ಸಂಭವಿಸಿ 17 ಜನರು ಸಾವನ್ನಪ್ಪಿದ್ದಾರೆ; ಹಲವರು ಗಾಯಗೊಂಡಿದ್ದಾರೆ ಎಂದು ಅಲ್ಲಿನ ವಿಪತ್ತು ನಿರ್ವಹಣಾ ಪ್ರಾಧಿಕಾರ ತಿಳಿಸಿದೆ. ಮನೆಗಳು ಕುಸಿದು ಹಲವು ಕುಟುಂಬಗಳು ನಿರಾಶ್ರಿತವಾಗಿವೆ. ಕೃಷಿ ಭೂಮಿ ಮತ್ತು ನೀರಾವರಿ ಕಾಲುವೆಗಳು ಹಾನಿಗೊಳಗಾಗಿವೆ. ಎಲ್ಲಾ ವ್ಯಾಪಾರ - ವಹಿವಾಟಿಗೆ ತೊಂದರೆ ಆಗಿದೆ ಎಂದು ವರದಿಯಾಗಿದೆ. ಒಟ್ಟಾರೆಯಾಗಿ, 530 ಕ್ಕೂ ಹೆಚ್ಚು ಮನೆಗಳ ಮೇಲೆ ಪರಿಣಾಮ ಬೀರಿವೆ ಎಂದು ಅಂದಾಜಿಸಲಾಗಿದೆ. ದೇಶದ ಪೂರ್ವ ಭಾಗಗಳ ಮೇಲೆ ಭಾರಿ ಮಳೆಯ ಮುನ್ಸೂಚನೆ ಇದ್ದು, 147 ಜಿಲ್ಲೆಗಳಲ್ಲಿ ಕಟ್ಟೆಚ್ಚರ ಘೋಷಿಸಲಾಗಿದೆ. ರಕ್ಷಣಾ ಕಾರ್ಯಾಚರಣೆಗೆ 80 ಕ್ಕೂ ಹೆಚ್ಚು ತಂಡಗಳನ್ನು ನಿಯೋಜಿಸಲಾಗಿದೆ. [829,1963,1160,2121]
trump-portrait-illustration [603,1930,808,2111]
body-text: ಸಿಪಿಎಂ ಮತ್ತು ಬಿಜೆಪಿ ನಡುವೆ ರಹಸ್ಯ ಹೊಂದಾಣಿಕೆ ಇದೆ ಎಂದು ಕಾಂಗ್ರೆಸ್ ನಾಯಕ ರಾಹುಲ್ ಗಾಂಧಿ ಆರೋಪಿಸಿದ್ದಾರೆ. ಕೇರಳದ ವಿಧಾನಸಭಾ ಚುನಾವಣಾ ಪ್ರಚಾರದಲ್ಲಿ ಮಾತನಾಡಿದ ಅವರು, ಕೇರಳದಲ್ಲಿ ಎಲ್‌ಡಿಎಫ್ ಗೆಲ್ಲಬೇಕೆಂದು ಪ್ರಧಾನಿ ನರೇಂದ್ರ ಮೋದಿ ಬಯಸುತ್ತಿದ್ದಾರೆ ಎಂದು ಟೀಕಾ ಪ್ರಹಾರ ನಡೆಸಿದರು. [507,1481,731,1603]
sidebar-green-column [1211,114,1523,1825]
story-plane-crash [413,466,1206,1062]
kitkat-logo-text: KitKat [39,1982,104,2014]
story-yogi [413,1068,1206,1377]
plane-illustration [698,632,1203,897]
column-rule [408,466,409,1379]
landslide-photo [1169,1974,1521,2211]
trump-photo [602,1929,809,2112]
masthead [1211,6,1523,108]
sonia-portrait-illustration [1376,634,1509,810]
masthead-day: ಬುಧವಾರ [1295,63,1351,83]
dateline: ನೀಲಗಿರಿ (ತಮಿಳುನಾಡು): [1224,1096,1327,1111]
body-text: ಮಹಾವೀರ್ ಜಯಂತಿ ಹಿನ್ನೆಲೆಯಲ್ಲಿ ಇಲ್ಲಿನ ಗಾಂಧಿನಗರದ ಮಹಾವೀರ ಜೈನ ಆರಾಧನಾ ಕೇಂದ್ರದ ಆವರಣದಲ್ಲಿರುವ ಕೋಬಾ ತೀರ್ಥದಲ್ಲಿ ನಿರ್ಮಾಣವಾಗಿರುವ ಸಾಮ್ರಾಟ್ ಸಂಪ್ರತಿ ವಸ್ತು ಸಂಗ್ರಹಾಲಯವನ್ನು ಪ್ರಧಾನಿ ಉದ್ಘಾಟಿಸಿದರು. ಈ ವೇಳೆ ಮಾತನಾಡಿದ ಅವರು, ಜೈನ ಧರ್ಮದ ಶ್ರೀಮಂತ ಪರಂಪರೆ, ಸಂಸ್ಕೃತಿ ಮತ್ತು ಇತಿಹಾಸವನ್ನು ಯುವ ಪೀಳಿಗೆಗೆ ತಲುಪಿಸುವ ಮಹತ್ವದ ಕೇಂದ್ರವಾಗಿ ಈ ಸಂಗ್ರಹಾಲಯ ರೂಪುಗೊಂಡಿದೆ ಎಂದರು. ಇಲ್ಲಿ 2,000 ಕ್ಕೂ ಹೆಚ್ಚು ಅಪರೂಪದ ಹಸ್ತಪ್ರತಿಗಳು, ಶಿಲ್ಪಗಳು ಮತ್ತು ಪ್ರಾಚೀನ ಗ್ರಂಥಗಳನ್ನು ಸಂರಕ್ಷಿಸಿ ಪ್ರದರ್ಶಿಸಲಾಗಿದೆ. ಸಾಮ್ರಾಟ್ ಸಂಪ್ರತಿ ಅವರ ಆಳ್ವಿಕೆಯ ಕಾಲದ ಧರ್ಮ ಪ್ರಸಾರದ ಕಾರ್ಯಗಳನ್ನು ಸ್ಮರಿಸಿದ ಪ್ರಧಾನಿ, ಭಾರತದ ಸಾಂಸ್ಕೃತಿಕ ಪರಂಪರೆಯ ರಕ್ಷಣೆ ಸರ್ಕಾರದ ಆದ್ಯತೆ ಎಂದು ಹೇಳಿದರು. ಇದೇ ವೇಳೆ ಸುಮಾರು 20,000 ಕೋಟಿ ರೂ. ಮೌಲ್ಯದ ಅಭಿವೃದ್ಧಿ ಯೋಜನೆಗಳಿಗೆ ಶಂಕುಸ್ಥಾಪನೆ ನೆರವೇರಿಸಲಾಯಿತು. [6,1048,405,1206]
story-body-continued [744,1479,968,1793]
body-text: ಆ ಪ್ರದೇಶಗಳಲ್ಲಿಯೂ ಪ್ರವಾಹ ಉಂಟಾಗುವ ಸಾಧ್ಯತೆ ಇದೆ ಎಂದು ಹಮ್ಮದ್ ಎಚ್ಚರಿಸಿದ್ದಾರೆ. ನದಿ ದಡಗಳು ಮತ್ತು ಪ್ರವಾಹದ ಅಪಾಯವಿರುವ ಪ್ರದೇಶಗಳಿಂದ ದೂರ ಇರುವಂತೆ ವಿಪತ್ತು ನಿರ್ವಹಣಾ ಪ್ರಾಧಿಕಾರವು ಅಲ್ಲಿನ ನಿವಾಸಿಗಳಿಗೆ ಅತ್ತ ತೆರಳದಂತೆ ಮುನ್ನೆಚ್ಚರಿಕೆ ನೀಡಿದೆ ಮತ್ತು ಅವರಿಗೆ ಸಹಾಯವನ್ನು ಒದಗಿಸಲು ಸಿದ್ಧರಾಗಿರುವಂತೆ ಸ್ಥಳೀಯ ಅಧಿಕಾರಿಗಳಿಗೆ ಸೂಚಿಸಿದೆ. [1169,2222,1521,2308]
story-surat-fire [350,118,1204,456]
dateline: ನ್ಯೂಯಾರ್ಕ್ (ಅಮೆರಿಕ): [375,1928,490,1943]
